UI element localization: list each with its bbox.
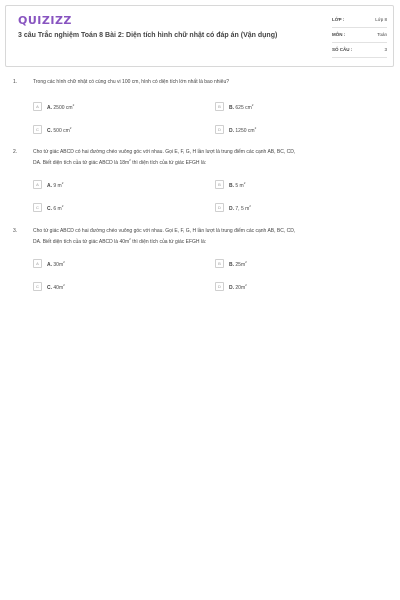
worksheet-title: 3 câu Trắc nghiệm Toán 8 Bài 2: Diện tích hình chữ nhật có đáp án (Vận dụng) (18, 32, 278, 39)
option-letter-box[interactable]: B (215, 259, 224, 268)
question-text-line: DA. Biết diện tích của tứ giác ABCD là $18m^2$ thì diện tích của tứ giác EFGH là: (33, 158, 207, 166)
question-number: 2. (13, 149, 18, 155)
option-letter-box[interactable]: C (33, 125, 42, 134)
option-text: B. $25m^2$ (229, 260, 247, 268)
count-label: SỐ CÂU : (332, 47, 353, 52)
question-text-line: DA. Biết diện tích của tứ giác ABCD là $40m^2$ thì diện tích của tứ giác EFGH là: (33, 237, 207, 245)
question-text-line: Cho tứ giác ABCD có hai đường chéo vuông góc với nhau. Gọi E, F, G, H lần lượt là trung điểm các cạnh AB, BC, CD, (33, 149, 296, 155)
option-text: D. 1250 $cm^2$ (229, 126, 257, 134)
subject-label: MÔN : (332, 32, 346, 37)
option-letter-box[interactable]: B (215, 102, 224, 111)
option-letter-box[interactable]: C (33, 203, 42, 212)
question-text-line: Trong các hình chữ nhật có cùng chu vi 100 cm, hình có diện tích lớn nhất là bao nhiêu? (33, 79, 230, 85)
count-value: 3 (384, 47, 387, 52)
option-text: C. 6 $m^2$ (47, 204, 64, 212)
subject-value: Toán (377, 32, 387, 37)
class-value: Lớp 8 (375, 17, 387, 22)
option-text: A. $30m^2$ (47, 260, 65, 268)
option-letter-box[interactable]: A (33, 102, 42, 111)
option-letter-box[interactable]: A (33, 259, 42, 268)
question-text (33, 148, 389, 167)
option-text: D. $20m^2$ (229, 283, 247, 291)
question-number: 1. (13, 79, 18, 85)
option-letter-box[interactable]: D (215, 203, 224, 212)
meta-divider (332, 42, 387, 43)
option-text: A. 9 $m^2$ (47, 181, 64, 189)
meta-divider (332, 57, 387, 58)
option-letter-box[interactable]: D (215, 282, 224, 291)
option-letter-box[interactable]: B (215, 180, 224, 189)
quizizz-logo: QUIZIZZ (18, 14, 72, 27)
option-text: B. 625 $cm^2$ (229, 103, 254, 111)
option-text: C. 500 $cm^2$ (47, 126, 72, 134)
option-letter-box[interactable]: A (33, 180, 42, 189)
option-letter-box[interactable]: C (33, 282, 42, 291)
class-label: LỚP : (332, 17, 345, 22)
question-text-line: Cho tứ giác ABCD có hai đường chéo vuông góc với nhau. Gọi E, F, G, H lần lượt là trung điểm các cạnh AB, BC, CD, (33, 228, 296, 234)
option-text: A. 2500 $cm^2$ (47, 103, 75, 111)
option-text: D. 7, 5 $m^2$ (229, 204, 251, 212)
question-text (33, 78, 389, 86)
option-letter-box[interactable]: D (215, 125, 224, 134)
question-number: 3. (13, 228, 18, 234)
option-text: B. 5 $m^2$ (229, 181, 246, 189)
meta-divider (332, 27, 387, 28)
option-text: C. $40m^2$ (47, 283, 65, 291)
question-text (33, 227, 389, 246)
